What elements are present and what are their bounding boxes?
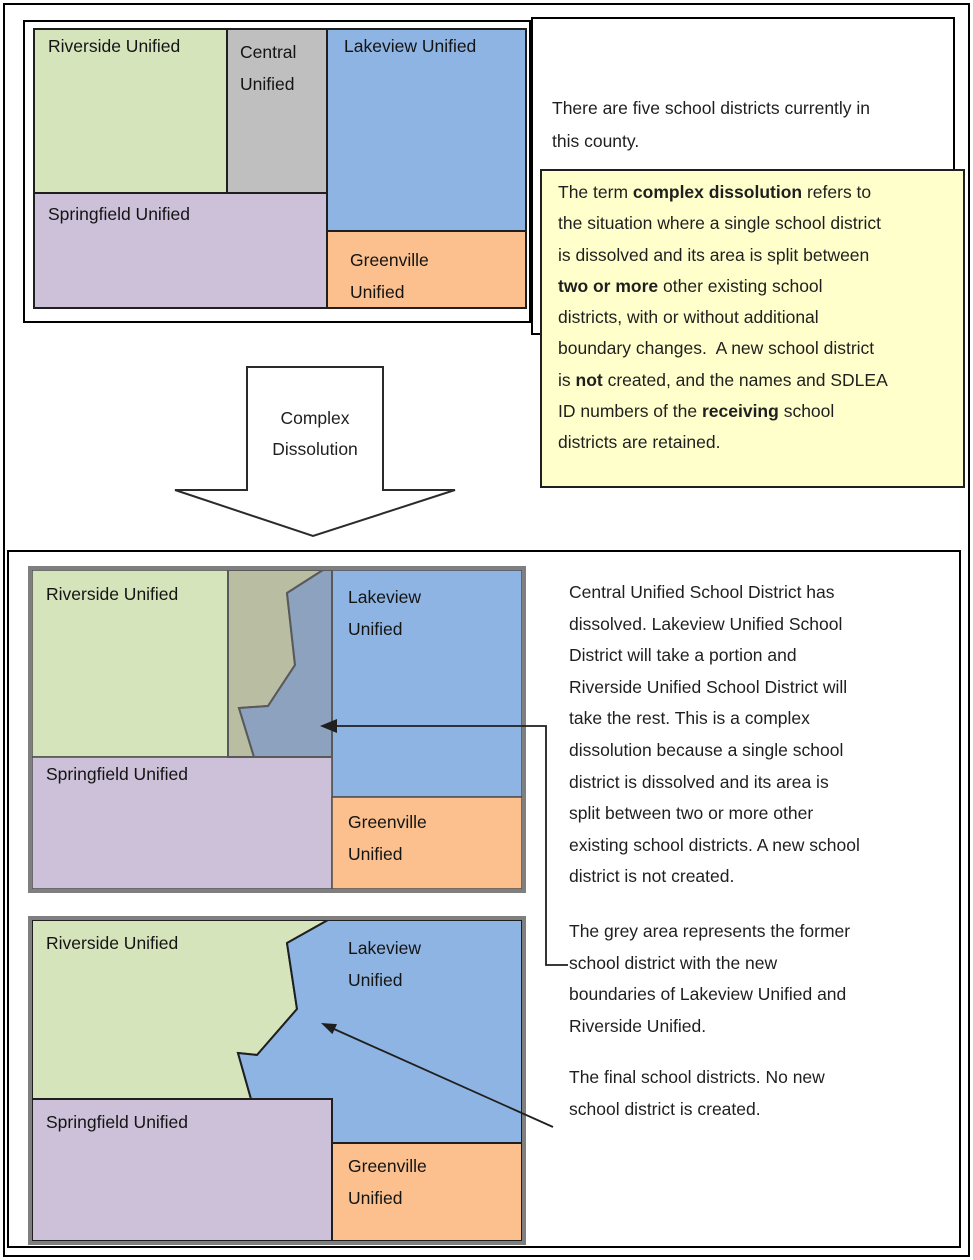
- grey-area-paragraph: The grey area represents the former school district with the new boundaries of Lakeview Unified and Riverside Unified.: [569, 921, 851, 1036]
- after-lakeview-label: Lakeview Unified: [348, 938, 421, 990]
- after-springfield-label: Springfield Unified: [46, 1112, 189, 1132]
- before-lakeview-label: Lakeview Unified: [344, 36, 477, 56]
- before-central-label: Central Unified: [240, 42, 297, 94]
- after-greenville-label: Greenville Unified: [348, 1156, 427, 1208]
- final-paragraph: The final school districts. No new school district is created.: [569, 1067, 825, 1119]
- map-after: [28, 916, 526, 1245]
- transition-riverside-label: Riverside Unified: [46, 584, 179, 604]
- definition-box: [540, 169, 965, 488]
- map-transition: [28, 566, 526, 893]
- transition-lakeview-label: Lakeview Unified: [348, 587, 421, 639]
- before-riverside-label: Riverside Unified: [48, 36, 181, 56]
- transition-greenville-label: Greenville Unified: [348, 812, 427, 864]
- intro-text: There are five school districts currently in this county.: [552, 98, 871, 151]
- definition-text: The term complex dissolution refers to the situation where a single school district is dissolved and its area is split between two or more other existing school districts, with or without additional boundary changes. A new school district is not created, and the names and SDLEA ID numbers of the receiving school districts are retained.: [558, 182, 888, 453]
- before-lakeview-region: [327, 29, 526, 231]
- before-greenville-label: Greenville Unified: [350, 250, 429, 302]
- transition-springfield-label: Springfield Unified: [46, 764, 189, 784]
- complex-dissolution-arrow-label: Complex Dissolution: [272, 408, 358, 459]
- before-springfield-label: Springfield Unified: [48, 204, 191, 224]
- after-riverside-label: Riverside Unified: [46, 933, 179, 953]
- dissolution-paragraph: Central Unified School District has dissolved. Lakeview Unified School District will take a portion and Riverside Unified School District will take the rest. This is a complex dissolution because a single school district is dissolved and its area is split between two or more other existing school districts. A new school district is not created.: [569, 582, 860, 887]
